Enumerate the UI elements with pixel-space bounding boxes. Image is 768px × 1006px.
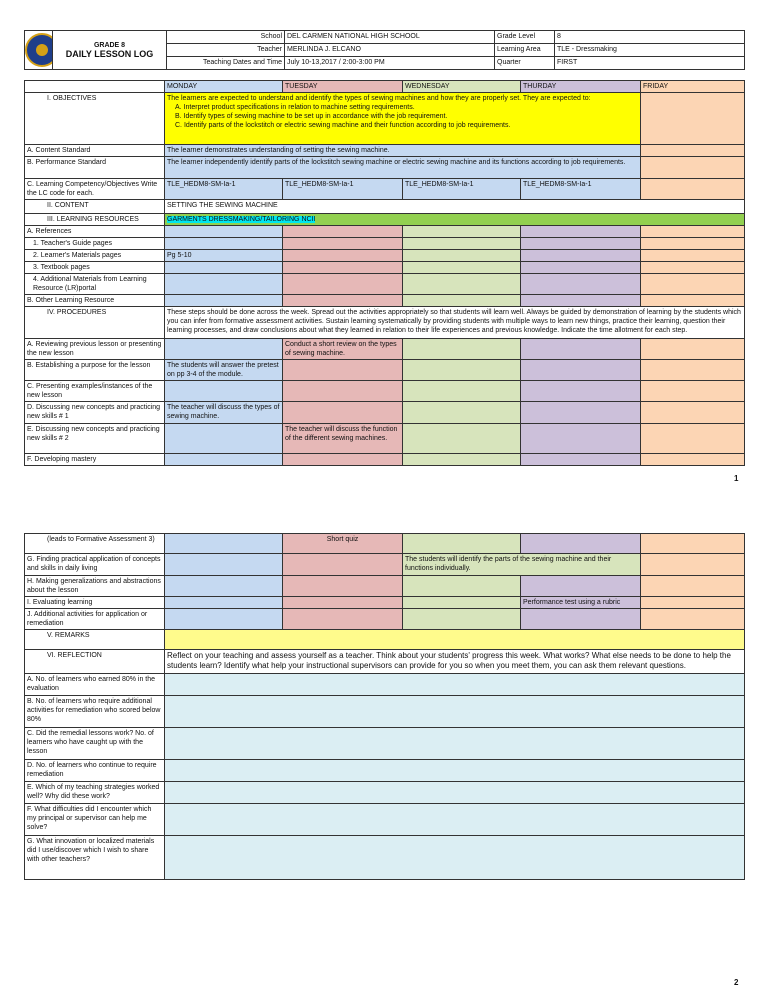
reflection-label: VI. REFLECTION <box>25 650 165 674</box>
deped-seal-icon <box>25 33 53 67</box>
day-tuesday: TUESDAY <box>283 81 403 93</box>
header-table <box>24 30 745 70</box>
proc-e-label: E. Discussing new concepts and practicing new skills # 2 <box>25 424 165 454</box>
objective-a: A. Interpret product specifications in relation to machine setting requirements. <box>175 104 415 111</box>
page-2 <box>24 533 744 880</box>
proc-d-label: D. Discussing new concepts and practicing new skills # 1 <box>25 402 165 424</box>
dates-value: July 10-13,2017 / 2:00-3:00 PM <box>285 57 495 70</box>
proc-e-tue: The teacher will discuss the function of the different sewing machines. <box>283 424 403 454</box>
proc-a-label: A. Reviewing previous lesson or presenting the new lesson <box>25 339 165 360</box>
proc-f-label: F. Developing mastery <box>25 454 165 466</box>
proc-c-label: C. Presenting examples/instances of the new lesson <box>25 381 165 402</box>
objectives-label: I. OBJECTIVES <box>25 93 165 145</box>
proc-f-tue: Short quiz <box>283 534 403 554</box>
reflection-a-value[interactable] <box>165 674 745 696</box>
school-value: DEL CARMEN NATIONAL HIGH SCHOOL <box>285 31 495 44</box>
content-label: II. CONTENT <box>25 200 165 214</box>
reflection-c-value[interactable] <box>165 728 745 760</box>
teacher-label: Teacher <box>167 44 285 57</box>
proc-i-thu: Performance test using a rubric <box>521 597 641 609</box>
procedures-text: These steps should be done across the week. Spread out the activities appropriately so that students will learn well. Always be guided by demonstration of learning by the students which you can infer from formative assessment activities. Sustain learning systematically by providing students with multiple ways to learn new things, practice their learning, question their learning processes, and draw conclusions about what they learned in relation to their life experiences and previous knowledge. Indicate the time allotment for each step. <box>165 307 745 339</box>
page-number-2: 2 <box>734 978 739 987</box>
objective-c: C. Identify parts of the lockstitch or electric sewing machine and their function according to job requirements. <box>175 122 511 129</box>
objective-b: B. Identify types of sewing machine to be set up in accordance with the job requirement. <box>175 113 448 120</box>
proc-d-mon: The teacher will discuss the types of sewing machine. <box>165 402 283 424</box>
lesson-table-2 <box>24 533 745 880</box>
reflection-text: Reflect on your teaching and assess yourself as a teacher. Think about your students' progress this week. What works? What else needs to be done to help the students learn? Identify what help your instructional supervisors can provide for you so when you meet them, you can ask them relevant questions. <box>165 650 745 674</box>
competency-mon: TLE_HEDM8-SM-Ia-1 <box>165 179 283 200</box>
reflection-b-value[interactable] <box>165 696 745 728</box>
lm-pages-label: 2. Learner's Materials pages <box>25 250 165 262</box>
resources-label: III. LEARNING RESOURCES <box>25 214 165 226</box>
proc-a-tue: Conduct a short review on the types of sewing machine. <box>283 339 403 360</box>
learning-area-label: Learning Area <box>495 44 555 57</box>
competency-label: C. Learning Competency/Objectives Write the LC code for each. <box>25 179 165 200</box>
remarks-label: V. REMARKS <box>25 630 165 650</box>
reflection-e-label: E. Which of my teaching strategies worked well? Why did these work? <box>25 782 165 804</box>
textbook-pages-label: 3. Textbook pages <box>25 262 165 274</box>
proc-g-label: G. Finding practical application of concepts and skills in daily living <box>25 554 165 576</box>
proc-j-label: J. Additional activities for application or remediation <box>25 609 165 630</box>
school-label: School <box>167 31 285 44</box>
proc-g-wed: The students will identify the parts of the sewing machine and their functions individually. <box>403 554 641 576</box>
reflection-f-value[interactable] <box>165 804 745 836</box>
resources-text: GARMENTS DRESSMAKING/TAILORING NCII <box>167 216 316 223</box>
reflection-f-label: F. What difficulties did I encounter which my principal or supervisor can help me solve? <box>25 804 165 836</box>
performance-standard-label: B. Performance Standard <box>25 157 165 179</box>
reflection-c-label: C. Did the remedial lessons work? No. of learners who have caught up with the lesson <box>25 728 165 760</box>
reflection-e-value[interactable] <box>165 782 745 804</box>
dates-label: Teaching Dates and Time <box>167 57 285 70</box>
teacher-value: MERLINDA J. ELCANO <box>285 44 495 57</box>
reflection-d-value[interactable] <box>165 760 745 782</box>
content-standard-label: A. Content Standard <box>25 145 165 157</box>
performance-standard-text: The learner independently identify parts of the lockstitch sewing machine or electric sewing machine and its functions according to job requirements. <box>165 157 641 179</box>
proc-b-mon: The students will answer the pretest on pp 3-4 of the module. <box>165 360 283 381</box>
quarter-value: FIRST <box>555 57 745 70</box>
lm-pages-mon: Pg 5-10 <box>165 250 283 262</box>
objectives-text <box>165 93 641 145</box>
grade-level-value: 8 <box>555 31 745 44</box>
competency-wed: TLE_HEDM8-SM-Ia-1 <box>403 179 521 200</box>
quarter-label: Quarter <box>495 57 555 70</box>
remarks-value[interactable] <box>165 630 745 650</box>
objectives-intro: The learners are expected to understand and identify the types of sewing machines and how they are properly set. They are expected to: <box>167 95 591 102</box>
content-standard-text: The learner demonstrates understanding of setting the sewing machine. <box>165 145 641 157</box>
grade-level-label: Grade Level <box>495 31 555 44</box>
doc-title: DAILY LESSON LOG <box>65 49 154 59</box>
grade-label: GRADE 8 <box>93 42 126 49</box>
reflection-g-value[interactable] <box>165 836 745 880</box>
other-resource-label: B. Other Learning Resource <box>25 295 165 307</box>
references-label: A. References <box>25 226 165 238</box>
reflection-d-label: D. No. of learners who continue to require remediation <box>25 760 165 782</box>
proc-h-label: H. Making generalizations and abstractions about the lesson <box>25 576 165 597</box>
page-1 <box>24 30 744 466</box>
reflection-g-label: G. What innovation or localized materials did I use/discover which I wish to share with other teachers? <box>25 836 165 880</box>
competency-tue: TLE_HEDM8-SM-Ia-1 <box>283 179 403 200</box>
day-friday: FRIDAY <box>641 81 745 93</box>
procedures-label: IV. PROCEDURES <box>25 307 165 339</box>
day-wednesday: WEDNESDAY <box>403 81 521 93</box>
reflection-b-label: B. No. of learners who require additional activities for remediation who scored below 80% <box>25 696 165 728</box>
competency-thu: TLE_HEDM8-SM-Ia-1 <box>521 179 641 200</box>
page-number-1: 1 <box>734 474 739 483</box>
learning-area-value: TLE - Dressmaking <box>555 44 745 57</box>
reflection-a-label: A. No. of learners who earned 80% in the evaluation <box>25 674 165 696</box>
proc-i-label: I. Evaluating learning <box>25 597 165 609</box>
day-monday: MONDAY <box>165 81 283 93</box>
proc-b-label: B. Establishing a purpose for the lesson <box>25 360 165 381</box>
day-thursday: THURDAY <box>521 81 641 93</box>
lesson-table-1 <box>24 80 745 466</box>
tg-pages-label: 1. Teacher's Guide pages <box>25 238 165 250</box>
proc-f-cont: (leads to Formative Assessment 3) <box>25 534 165 554</box>
content-text: SETTING THE SEWING MACHINE <box>165 200 745 214</box>
lr-portal-label: 4. Additional Materials from Learning Resource (LR)portal <box>25 274 165 295</box>
